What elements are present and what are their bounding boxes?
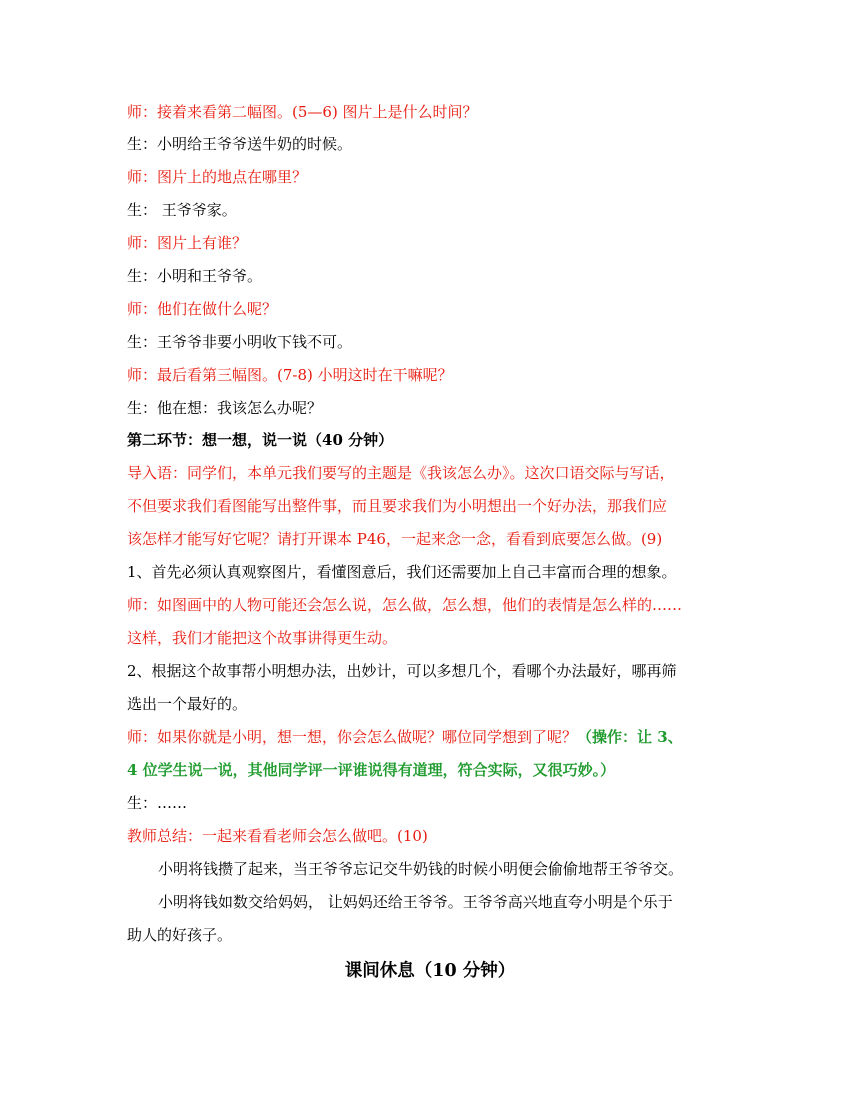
step-line: 1、首先必须认真观察图片，看懂图意后，我们还需要加上自己丰富而合理的想象。: [127, 563, 677, 581]
student-line: 生： 王爷爷家。: [127, 201, 237, 219]
teacher-line: 师：接着来看第二幅图。(5—6) 图片上是什么时间？: [127, 103, 478, 121]
student-line: 生：他在想：我该怎么办呢？: [127, 399, 323, 417]
teacher-line: 师：如图画中的人物可能还会怎么说，怎么做，怎么想，他们的表情是怎么样的……: [127, 596, 683, 614]
intro-line: 该怎样才能写好它呢？请打开课本 P46，一起来念一念，看看到底要怎么做。(9): [127, 530, 663, 548]
teacher-line: 师：图片上有谁？: [127, 234, 248, 252]
student-line: 生：小明和王爷爷。: [127, 267, 263, 285]
teacher-line: 师：图片上的地点在哪里？: [127, 168, 308, 186]
operation-note-line: 4 位学生说一说，其他同学评一评谁说得有道理，符合实际，又很巧妙。）: [127, 761, 616, 779]
teacher-line: 这样，我们才能把这个故事讲得更生动。: [127, 629, 398, 647]
teacher-line: 师：最后看第三幅图。(7-8) 小明这时在干嘛呢？: [127, 366, 453, 384]
intro-line: 不但要求我们看图能写出整件事，而且要求我们为小明想出一个好办法，那我们应: [127, 497, 668, 515]
intro-line: 导入语：同学们，本单元我们要写的主题是《我该怎么办》。这次口语交际与写话，: [127, 464, 675, 482]
student-line: 生：……: [127, 794, 188, 812]
teacher-question: 师：如果你就是小明，想一想，你会怎么做呢？哪位同学想到了呢？: [127, 728, 578, 746]
student-line: 生：小明给王爷爷送牛奶的时候。: [127, 135, 353, 153]
teacher-question-line: [127, 727, 683, 747]
example-paragraph: 小明将钱攒了起来，当王爷爷忘记交牛奶钱的时候小明便会偷偷地帮王爷爷交。: [158, 860, 684, 878]
example-paragraph-cont: 助人的好孩子。: [127, 926, 233, 944]
step-line: 2、根据这个故事帮小明想办法，出妙计，可以多想几个，看哪个办法最好，哪再筛: [127, 662, 677, 680]
teacher-summary: 教师总结：一起来看看老师会怎么做吧。(10): [127, 827, 428, 845]
section-heading: 第二环节：想一想，说一说（40 分钟）: [127, 431, 394, 449]
operation-note: （操作：让 3、: [577, 728, 683, 746]
teacher-line: 师：他们在做什么呢？: [127, 300, 278, 318]
example-paragraph: 小明将钱如数交给妈妈， 让妈妈还给王爷爷。王爷爷高兴地直夸小明是个乐于: [158, 893, 673, 911]
student-line: 生：王爷爷非要小明收下钱不可。: [127, 333, 353, 351]
break-heading: 课间休息（10 分钟）: [344, 961, 516, 981]
step-line: 选出一个最好的。: [127, 695, 248, 713]
